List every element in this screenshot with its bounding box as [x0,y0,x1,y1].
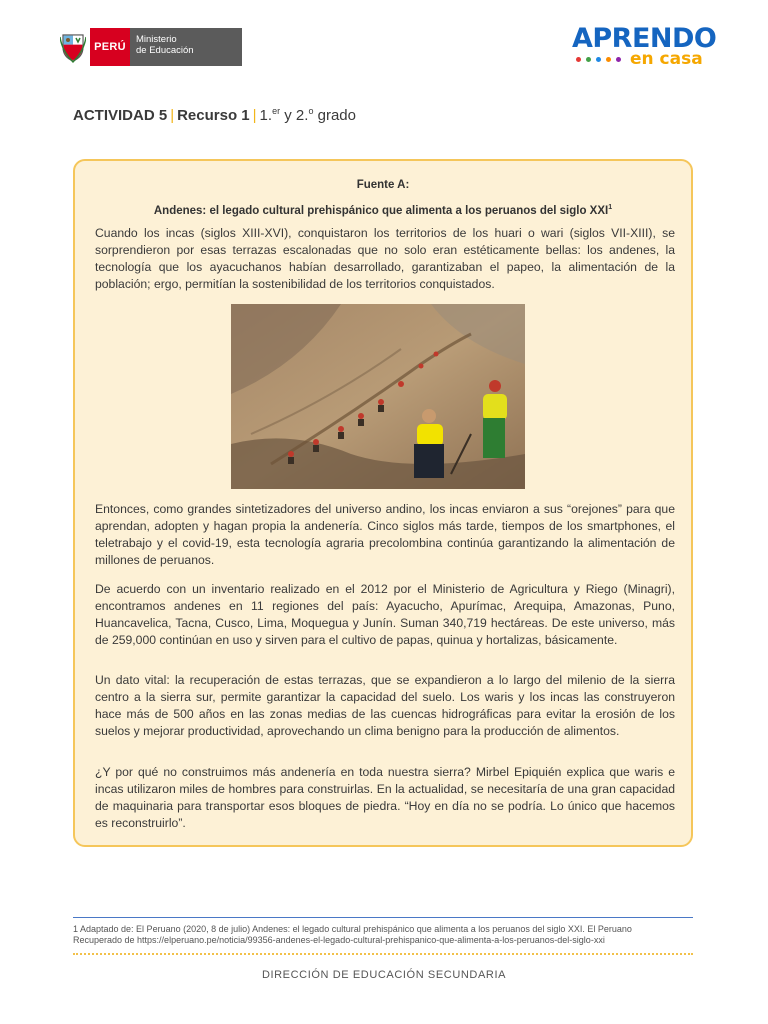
paragraph-2: Entonces, como grandes sintetizadores del universo andino, los incas enviaron a sus “orejones” para que aprendan, adopten y hagan propia la andenería. Cinco siglos más tarde, tiempos de los smartphones, el teletrabajo y el covid-19, esta tecnología agraria precolombina continúa garantizando la alimentación de millones de peruanos. [95,502,675,567]
source-label: Fuente A: [356,179,410,191]
footnote [73,924,703,946]
andenes-photo [231,304,525,489]
paragraph-5: ¿Y por qué no construimos más andenería en toda nuestra sierra? Mirbel Epiquién explica que waris e incas utilizaron miles de hombres para construirlas. En la actualidad, se necesitaría de una gran capacidad de maquinaria para transportar esos bloques de piedra. “Hoy en día no se podría. Lo único que hacemos es reconstruirlo”. [95,765,675,830]
footnote-line-2: Recuperado de https://elperuano.pe/noticia/99356-andenes-el-legado-cultural-prehispanico-que-alimenta-a-los-peruanos-del-siglo-xxi [73,935,605,945]
paragraph-1: Cuando los incas (siglos XIII-XVI), conquistaron los territorios de los huari o wari (siglos VII-XIII), se sorprendieron por esas terrazas escalonadas que no solo eran estéticamente bellas: los andenes, la tecnología que los ayacuchanos habían desarrollado, garantizaban el papeo, la alimentación de la población; ergo, permitían la sostenibilidad de los territorios conquistados. [95,226,675,291]
article-title: Andenes: el legado cultural prehispánico que alimenta a los peruanos del siglo XXI$^1$ [153,204,613,217]
paragraph-3: De acuerdo con un inventario realizado en el 2012 por el Ministerio de Agricultura y Riego (Minagri), encontramos andenes en 11 regiones del país: Ayacucho, Apurímac, Arequipa, Amazonas, Puno, Huancavelica, Tacna, Cusco, Lima, Moquegua y Junín. Suman 340,719 hectáreas. De este universo, más de 259,000 continúan en uso y sirven para el cultivo de papas, quinua y hortalizas, básicamente. [95,582,675,647]
footnote-divider [73,917,693,918]
aprendo-en-casa-logo [572,24,717,72]
ministry-line-1: Ministerio [136,34,177,45]
activity-label: ACTIVIDAD 5 [73,107,168,124]
ministry-logo [58,28,242,66]
ministry-line-2: de Educación [136,44,194,56]
grade-label: grado [313,107,356,124]
brand-sub: en casa [630,49,703,69]
department-footer: DIRECCIÓN DE EDUCACIÓN SECUNDARIA [261,969,507,981]
brand-main: APRENDO [572,23,717,54]
coat-of-arms-icon [58,28,88,66]
source-card [73,159,693,847]
footnote-marker: 1 [608,204,613,211]
activity-heading: ACTIVIDAD 5 | Recurso 1 | 1.$^{er}$ y 2.$^o$ grado [73,106,356,124]
footer-dotted-divider [73,953,693,955]
ministry-name [130,28,242,66]
paragraph-4: Un dato vital: la recuperación de estas terrazas, que se expandieron a lo largo del milenio de la sierra centro a la sierra sur, permite garantizar la capacidad del suelo. Los waris y los incas las construyeron hace más de 500 años en las zonas medias de las cuencas hidrográficas para evitar la erosión de los suelos y mejorar productividad, aprovechando un clima benigno para la producción de alimentos. [95,673,675,738]
brand-dots [576,57,621,62]
resource-label: Recurso 1 [177,107,250,124]
peru-label: PERÚ [90,28,130,66]
grade-a: 1. [259,107,273,124]
footnote-line-1: 1 Adaptado de: El Peruano (2020, 8 de julio) Andenes: el legado cultural prehispánico que alimenta a los peruanos del siglo XXI. El Peruano [73,924,632,934]
